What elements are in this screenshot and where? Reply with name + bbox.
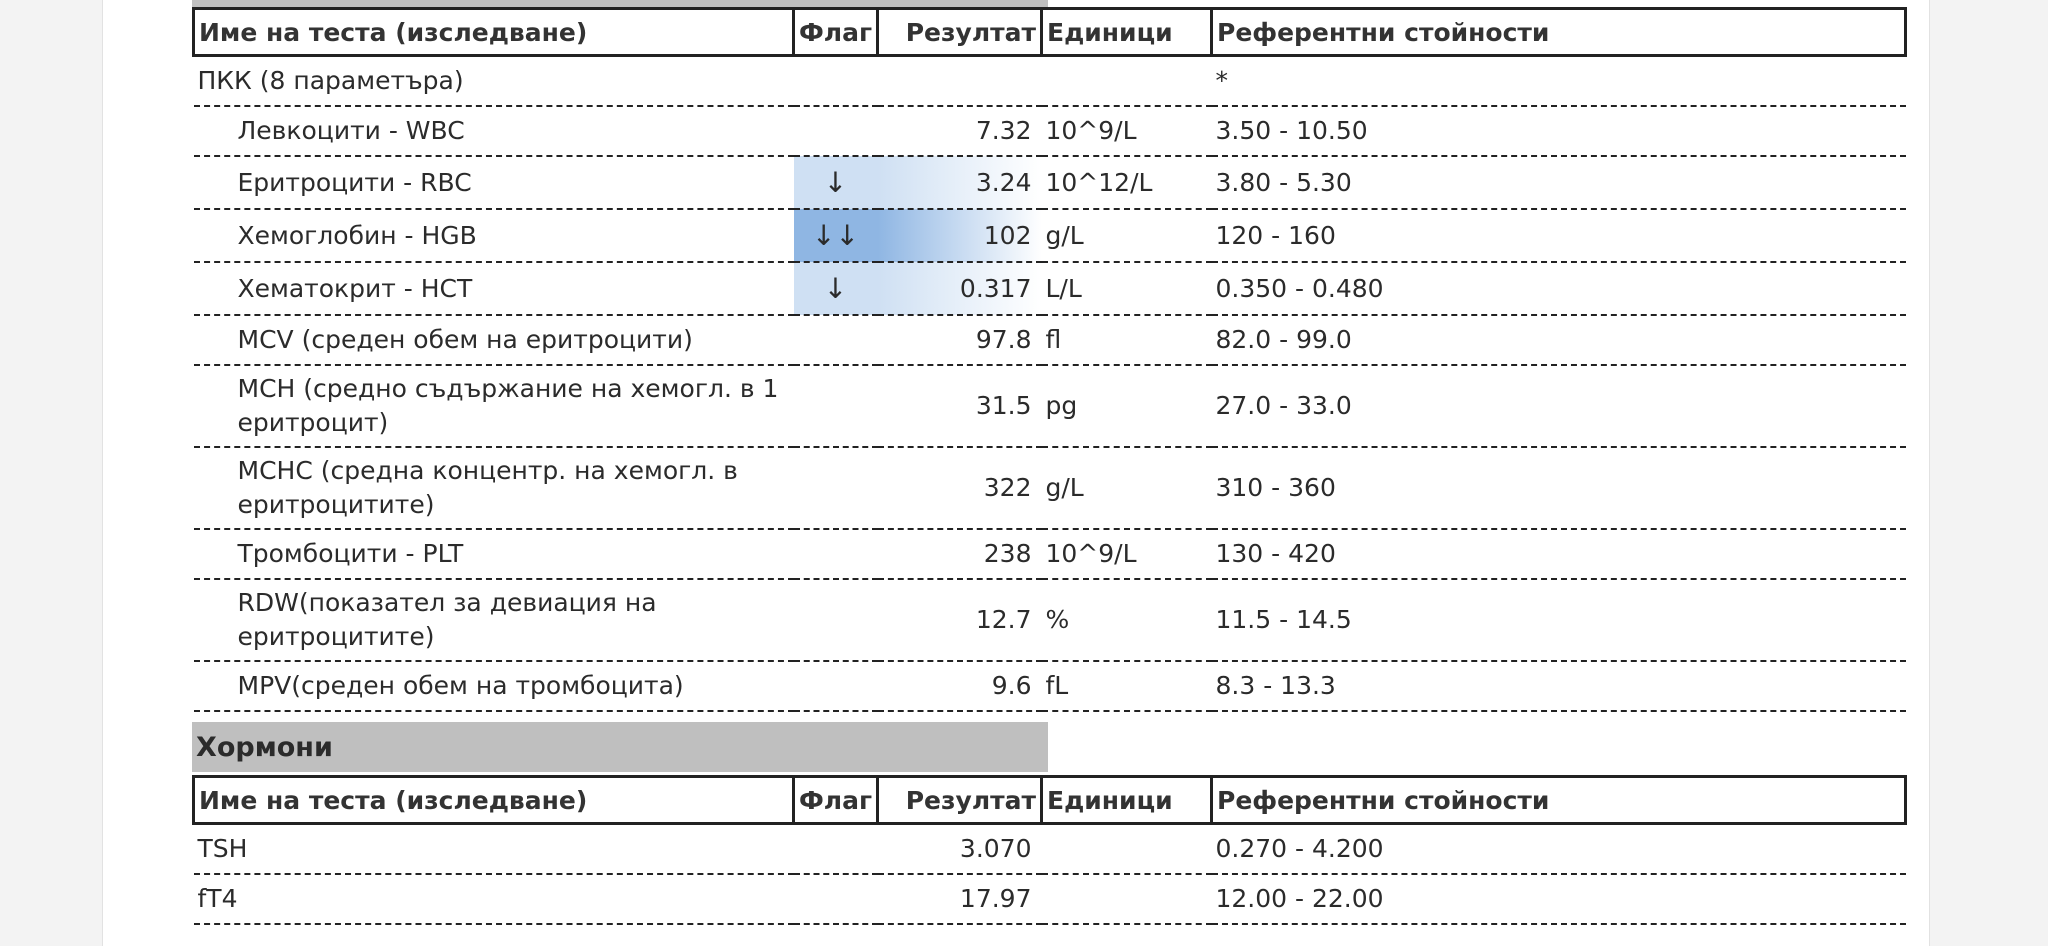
test-name: TSH <box>194 824 794 875</box>
table-row <box>194 315 1906 365</box>
very-low-flag-arrow-icon: ↓↓ <box>794 209 878 262</box>
flag-cell <box>794 874 878 924</box>
table-row <box>194 579 1906 661</box>
table-row <box>194 824 1906 875</box>
section-title-hormones: Хормони <box>192 722 1048 772</box>
test-name: Левкоцити - WBC <box>194 106 794 156</box>
column-header-flag: Флаг <box>794 777 878 824</box>
column-header-name: Име на теста (изследване) <box>194 9 794 56</box>
result-cell: 97.8 <box>878 315 1042 365</box>
units-cell: fL <box>1042 661 1212 711</box>
test-name: Хемоглобин - HGB <box>194 209 794 262</box>
result-cell: 102 <box>878 209 1042 262</box>
reference-cell: 12.00 - 22.00 <box>1212 874 1906 924</box>
table-row <box>194 874 1906 924</box>
test-name: Тромбоцити - PLT <box>194 529 794 579</box>
result-cell: 238 <box>878 529 1042 579</box>
test-name: MCHC (средна концентр. на хемогл. в еритроцитите) <box>194 447 794 529</box>
table-row <box>194 447 1906 529</box>
result-cell: 3.24 <box>878 156 1042 209</box>
column-header-units: Единици <box>1042 777 1212 824</box>
table-row <box>194 262 1906 315</box>
test-name: MCH (средно съдържание на хемогл. в 1 еритроцит) <box>194 365 794 447</box>
flag-cell <box>794 56 878 107</box>
column-header-reference: Референтни стойности <box>1212 9 1906 56</box>
units-cell: 10^9/L <box>1042 106 1212 156</box>
result-cell: 17.97 <box>878 874 1042 924</box>
units-cell: 10^9/L <box>1042 529 1212 579</box>
units-cell: 10^12/L <box>1042 156 1212 209</box>
table-row <box>194 365 1906 447</box>
table-header-row <box>194 9 1906 56</box>
reference-cell: 0.270 - 4.200 <box>1212 824 1906 875</box>
flag-cell <box>794 824 878 875</box>
table-row <box>194 156 1906 209</box>
reference-cell: 310 - 360 <box>1212 447 1906 529</box>
reference-cell: 3.50 - 10.50 <box>1212 106 1906 156</box>
flag-cell <box>794 447 878 529</box>
reference-cell: 82.0 - 99.0 <box>1212 315 1906 365</box>
low-flag-arrow-icon: ↓ <box>794 156 878 209</box>
flag-cell <box>794 529 878 579</box>
result-cell: 322 <box>878 447 1042 529</box>
result-cell <box>878 56 1042 107</box>
result-cell: 0.317 <box>878 262 1042 315</box>
table-row-group-cbc <box>194 56 1906 107</box>
column-header-name: Име на теста (изследване) <box>194 777 794 824</box>
column-header-reference: Референтни стойности <box>1212 777 1906 824</box>
result-cell: 7.32 <box>878 106 1042 156</box>
flag-cell <box>794 661 878 711</box>
test-name: MPV(среден обем на тромбоцита) <box>194 661 794 711</box>
test-name: MCV (среден обем на еритроцити) <box>194 315 794 365</box>
flag-cell <box>794 106 878 156</box>
column-header-result: Резултат <box>878 9 1042 56</box>
table-row <box>194 529 1906 579</box>
column-header-result: Резултат <box>878 777 1042 824</box>
units-cell: g/L <box>1042 209 1212 262</box>
result-cell: 12.7 <box>878 579 1042 661</box>
reference-cell: 0.350 - 0.480 <box>1212 262 1906 315</box>
reference-cell: 27.0 - 33.0 <box>1212 365 1906 447</box>
reference-cell: 8.3 - 13.3 <box>1212 661 1906 711</box>
column-header-flag: Флаг <box>794 9 878 56</box>
units-cell: % <box>1042 579 1212 661</box>
units-cell: L/L <box>1042 262 1212 315</box>
table-row <box>194 209 1906 262</box>
result-cell: 31.5 <box>878 365 1042 447</box>
result-cell: 3.070 <box>878 824 1042 875</box>
units-cell: g/L <box>1042 447 1212 529</box>
low-flag-arrow-icon: ↓ <box>794 262 878 315</box>
units-cell: pg <box>1042 365 1212 447</box>
test-name: RDW(показател за девиация на еритроцитите) <box>194 579 794 661</box>
units-cell: fl <box>1042 315 1212 365</box>
reference-cell: 130 - 420 <box>1212 529 1906 579</box>
units-cell <box>1042 874 1212 924</box>
units-cell <box>1042 824 1212 875</box>
flag-cell <box>794 365 878 447</box>
test-name: Еритроцити - RBC <box>194 156 794 209</box>
test-name: Хематокрит - HCT <box>194 262 794 315</box>
reference-cell: * <box>1212 56 1906 107</box>
cbc-results-table <box>192 7 1907 712</box>
table-row <box>194 106 1906 156</box>
flag-cell <box>794 579 878 661</box>
reference-cell: 120 - 160 <box>1212 209 1906 262</box>
table-row <box>194 661 1906 711</box>
column-header-units: Единици <box>1042 9 1212 56</box>
units-cell <box>1042 56 1212 107</box>
flag-cell <box>794 315 878 365</box>
hormones-results-table <box>192 775 1907 925</box>
result-cell: 9.6 <box>878 661 1042 711</box>
reference-cell: 3.80 - 5.30 <box>1212 156 1906 209</box>
group-name: ПКК (8 параметъра) <box>194 56 794 107</box>
reference-cell: 11.5 - 14.5 <box>1212 579 1906 661</box>
test-name: fT4 <box>194 874 794 924</box>
table-header-row <box>194 777 1906 824</box>
